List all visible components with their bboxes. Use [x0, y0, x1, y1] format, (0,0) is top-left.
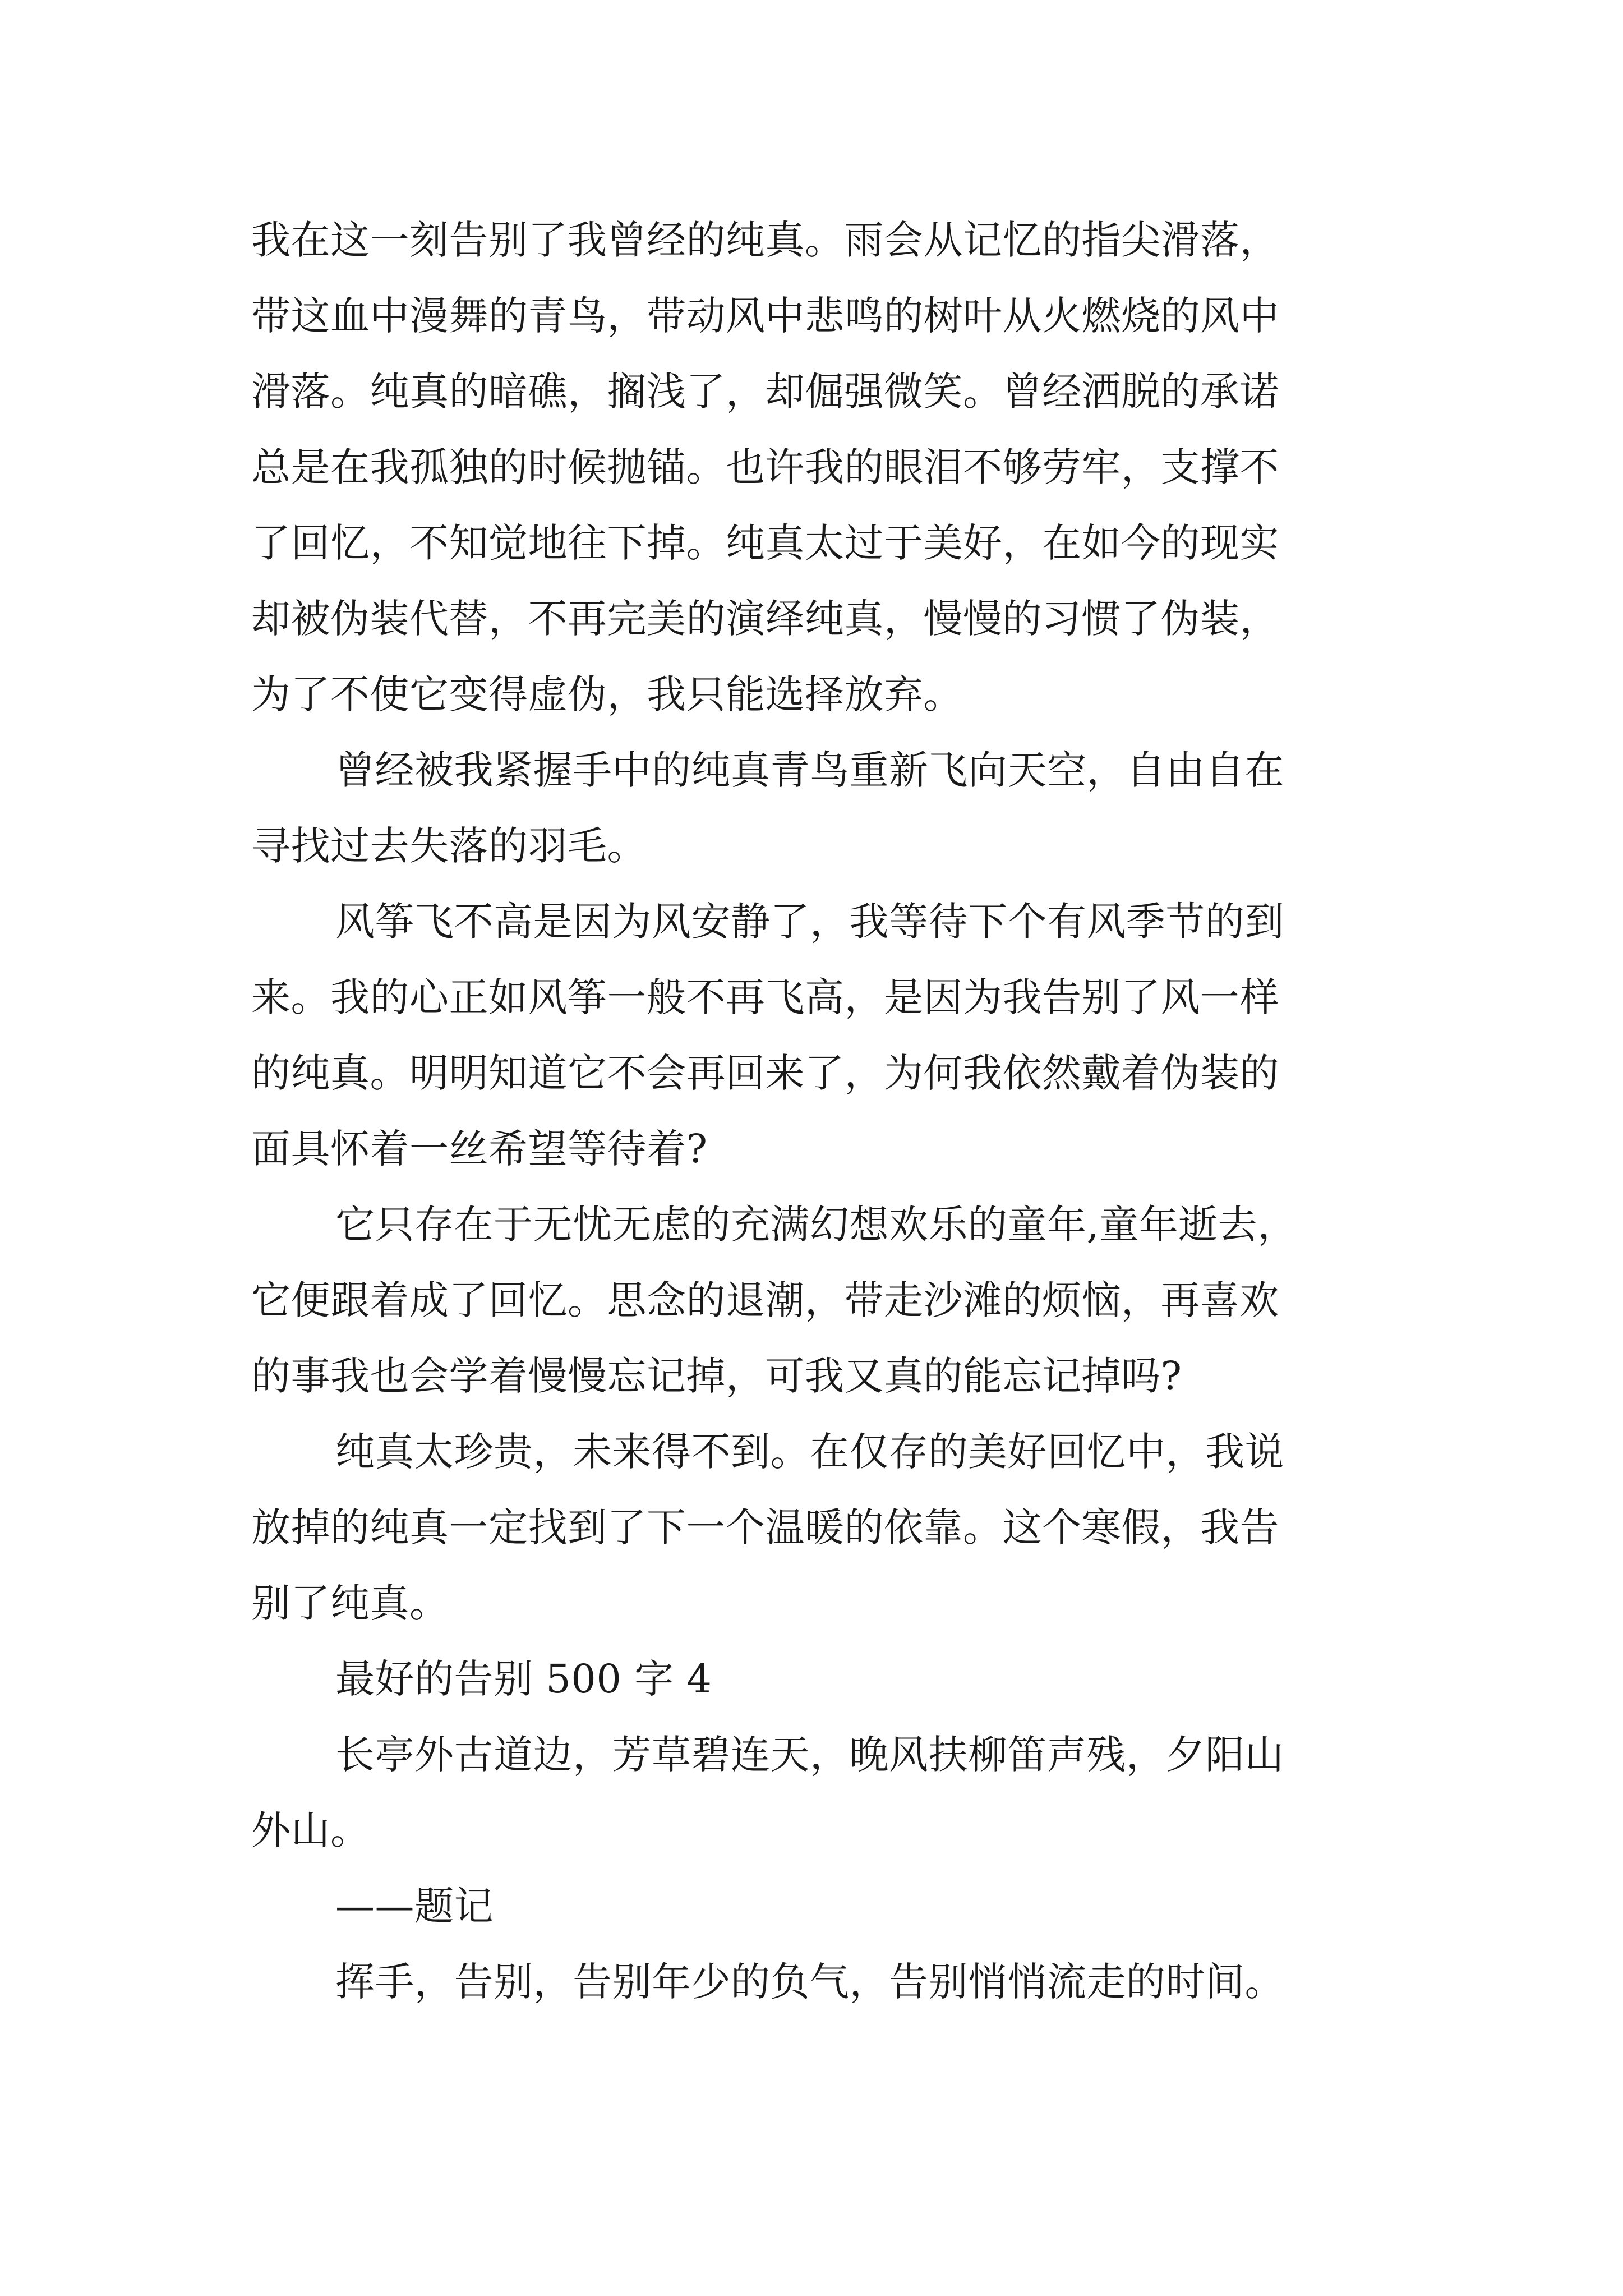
text-line: 曾经被我紧握手中的纯真青鸟重新飞向天空，自由自在 [335, 747, 1284, 793]
text-line: 寻找过去失落的羽毛。 [251, 823, 647, 869]
text-line: 它只存在于无忧无虑的充满幻想欢乐的童年,童年逝去， [335, 1202, 1297, 1248]
text-line: 我在这一刻告别了我曾经的纯真。雨会从记忆的指尖滑落， [251, 217, 1279, 263]
text-line: 面具怀着一丝希望等待着? [251, 1126, 708, 1172]
text-line: 滑落。纯真的暗礁，搁浅了，却倔强微笑。曾经洒脱的承诺 [251, 369, 1279, 415]
text-line: 总是在我孤独的时候抛锚。也许我的眼泪不够劳牢，支撑不 [251, 444, 1279, 490]
text-line: 外山。 [251, 1807, 370, 1853]
text-line: 的事我也会学着慢慢忘记掉，可我又真的能忘记掉吗? [251, 1353, 1182, 1399]
text-line: 为了不使它变得虚伪，我只能选择放弃。 [251, 671, 963, 717]
text-line: 别了纯真。 [251, 1580, 449, 1626]
text-line: 带这血中漫舞的青鸟，带动风中悲鸣的树叶从火燃烧的风中 [251, 293, 1279, 339]
text-line: 的纯真。明明知道它不会再回来了，为何我依然戴着伪装的 [251, 1050, 1279, 1096]
text-line: 风筝飞不高是因为风安静了，我等待下个有风季节的到 [335, 899, 1284, 945]
text-line: 放掉的纯真一定找到了下一个温暖的依靠。这个寒假，我告 [251, 1504, 1279, 1550]
text-line: 纯真太珍贵，未来得不到。在仅存的美好回忆中，我说 [335, 1429, 1284, 1475]
text-line: 来。我的心正如风筝一般不再飞高，是因为我告别了风一样 [251, 974, 1279, 1020]
text-line: 挥手，告别，告别年少的负气，告别悄悄流走的时间。 [335, 1959, 1284, 2005]
text-line: 却被伪装代替，不再完美的演绎纯真，慢慢的习惯了伪装， [251, 596, 1279, 642]
text-line: 长亭外古道边，芳草碧连天，晚风扶柳笛声残，夕阳山 [335, 1732, 1284, 1778]
text-line: 它便跟着成了回忆。思念的退潮，带走沙滩的烦恼，再喜欢 [251, 1277, 1279, 1323]
text-line: 了回忆，不知觉地往下掉。纯真太过于美好，在如今的现实 [251, 520, 1279, 566]
section-heading: 最好的告别 500 字 4 [335, 1656, 712, 1702]
epigraph-attribution: ——题记 [335, 1883, 494, 1929]
